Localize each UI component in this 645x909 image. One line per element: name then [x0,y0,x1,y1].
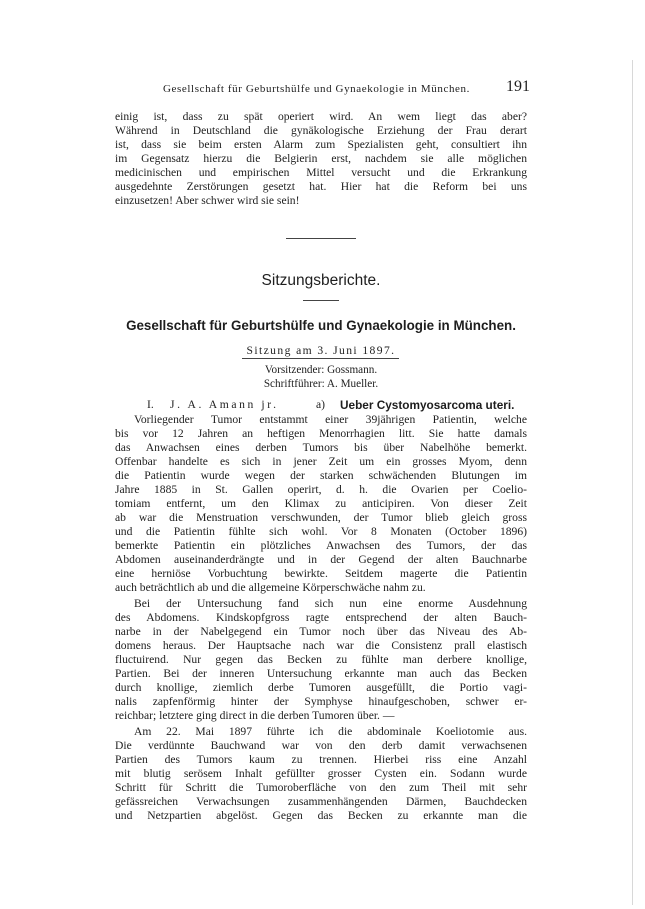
title-underline [303,300,339,301]
text-line: Abdomen auseinanderdrängte und in der Gegend der alten Bauchnarbe [115,553,527,566]
text-line: Am 22. Mai 1897 führte ich die abdominale Koeliotomie aus. [134,725,527,738]
text-line: einig ist, dass zu spät operiert wird. An wem liegt das aber? [115,110,527,123]
text-line: tomiam entfernt, um den Klimax zu anticipiren. Von dieser Zeit [115,497,527,510]
text-line: Bei der Untersuchung fand sich nun eine enorme Ausdehnung [134,597,527,610]
text-line: nalis zapfenförmig hinter der Symphyse hinaufgeschoben, schwer er- [115,695,527,708]
text-line: domens heraus. Der Hauptsache nach war die Consistenz prall elastisch [115,639,527,652]
text-line: reichbar; letztere ging direct in die derben Tumoren über. — [115,709,395,722]
item-number: I. [147,398,154,411]
text-line: im Gegensatz hierzu die Belgierin erst, nachdem sie alle möglichen [115,152,527,165]
item-topic: Ueber Cystomyosarcoma uteri. [340,398,515,412]
page-number: 191 [506,78,530,95]
separator-rule [286,238,356,239]
session-date-underline [242,358,399,359]
text-line: narbe in der Nabelgegend ein Tumor noch über das Niveau des Ab- [115,625,527,638]
text-line: und die Patientin fühlte sich wohl. Vor 8 Monaten (October 1896) [115,525,527,538]
text-line: und Netzpartien abgelöst. Gegen das Becken zu erkannte man die [115,809,527,822]
section-title: Sitzungsberichte. [261,272,381,289]
text-line: einzusetzen! Aber schwer wird sie sein! [115,194,300,207]
text-line: eine herniöse Vorbuchtung bewirkte. Seitdem magerte die Patientin [115,567,527,580]
text-line: auch beträchtlich ab und die allgemeine Körperschwäche nahm zu. [115,581,426,594]
text-line: Jahre 1885 in St. Gallen operirt, d. h. die Ovarien per Coelio- [115,483,527,496]
society-title: Gesellschaft für Geburtshülfe und Gynaekologie in München. [126,318,516,333]
text-line: die Patientin wurde wegen der starken schwächenden Blutungen im [115,469,527,482]
text-line: fluctuirend. Nur gegen das Becken zu fühlte man derbere knollige, [115,653,527,666]
text-line: das Anwachsen eines derben Tumors bis über Nabelhöhe bemerkt. [115,441,527,454]
text-line: medicinischen und empirischen Mittel versucht und die Erkrankung [115,166,527,179]
text-line: Partien. Bei der inneren Untersuchung erkannte man auch das Becken [115,667,527,680]
text-line: Vorliegender Tumor entstammt einer 39jährigen Patientin, welche [134,413,527,426]
text-line: ist, dass sie beim ersten Alarm zum Spezialisten geht, consultiert ihn [115,138,527,151]
text-line: durch knollige, ziemlich derbe Tumoren ausgefüllt, die Portio vagi- [115,681,527,694]
text-line: ab war die Menstruation verschwunden, der Tumor blieb gleich gross [115,511,527,524]
text-line: mit blutig serösem Inhalt gefüllter grosser Cysten ein. Sodann wurde [115,767,527,780]
text-line: gefässreichen Verwachsungen zusammenhängenden Därmen, Bauchdecken [115,795,527,808]
item-part: a) [316,398,326,411]
scan-edge [632,60,633,905]
text-line: Während in Deutschland die gynäkologische Erziehung der Frau derart [115,124,527,137]
session-secretary: Schriftführer: A. Mueller. [263,378,379,390]
text-line: bemerkte Patientin ein plötzliches Anwachsen des Tumors, der das [115,539,527,552]
text-line: Schritt für Schritt die Tumoroberfläche von den zum Theil mit sehr [115,781,527,794]
text-line: Die verdünnte Bauchwand war von den derb damit verwachsenen [115,739,527,752]
running-title: Gesellschaft für Geburtshülfe und Gynaekologie in München. [163,83,470,95]
text-line: Partien des Tumors kaum zu trennen. Hierbei riss eine Anzahl [115,753,527,766]
session-date: Sitzung am 3. Juni 1897. [246,344,396,357]
text-line: des Abdomens. Kindskopfgross ragte entsprechend der alten Bauch- [115,611,527,624]
text-line: bis vor 12 Jahren an heftigen Menorrhagien litt. Sie hatte damals [115,427,527,440]
text-line: ausgedehnte Zerstörungen gesetzt hat. Hier hat die Reform bei uns [115,180,527,193]
text-line: Offenbar handelte es sich in jener Zeit um ein grosses Myom, denn [115,455,527,468]
item-speaker: J. A. Amann jr. [170,398,279,411]
session-chair: Vorsitzender: Gossmann. [264,364,378,376]
